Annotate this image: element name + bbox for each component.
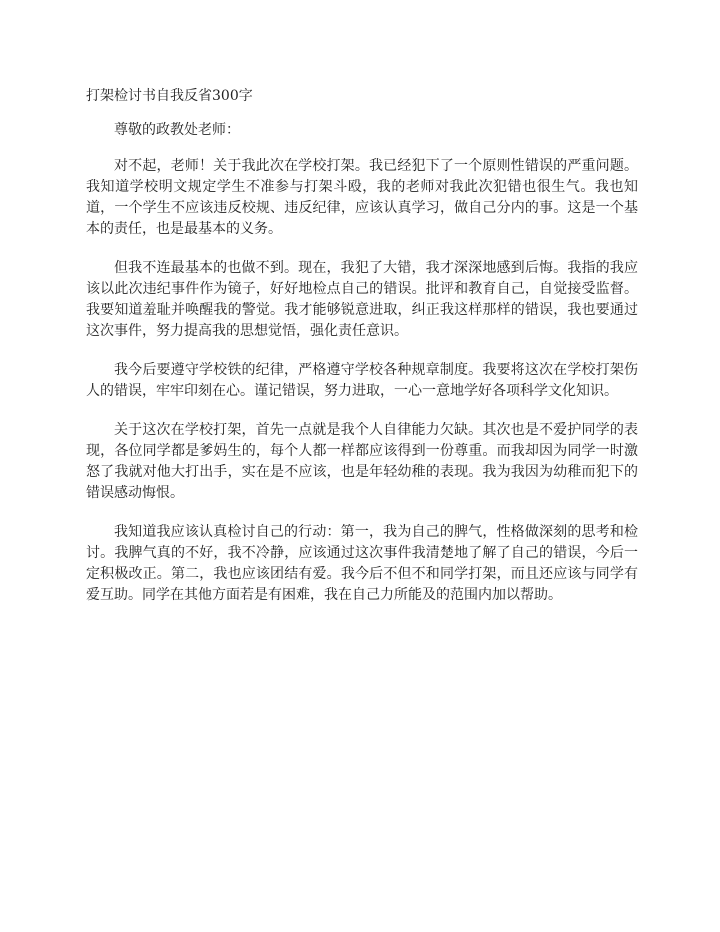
body-paragraph: 但我不连最基本的也做不到。现在，我犯了大错，我才深深地感到后悔。我指的我应该以此次违纪事件作为镜子，好好地检点自己的错误。批评和教育自己，自觉接受监督。我要知道羞耻并唤醒我的警觉。我才能够锐意进取，纠正我这样那样的错误，我也要通过这次事件，努力提高我的思想觉悟，强化责任意识。	[86, 260, 638, 339]
document-title: 打架检讨书自我反省300字	[86, 88, 253, 104]
body-paragraph: 对不起，老师！关于我此次在学校打架。我已经犯下了一个原则性错误的严重问题。我知道学校明文规定学生不准参与打架斗殴，我的老师对我此次犯错也很生气。我也知道，一个学生不应该违反校规、违反纪律，应该认真学习，做自己分内的事。这是一个基本的责任，也是最基本的义务。	[86, 158, 638, 237]
body-paragraph: 我知道我应该认真检讨自己的行动：第一，我为自己的脾气，性格做深刻的思考和检讨。我脾气真的不好，我不冷静，应该通过这次事件我清楚地了解了自己的错误，今后一定积极改正。第二，我也应该团结有爱。我今后不但不和同学打架，而且还应该与同学有爱互助。同学在其他方面若是有困难，我在自己力所能及的范围内加以帮助。	[86, 524, 638, 603]
body-paragraph: 关于这次在学校打架，首先一点就是我个人自律能力欠缺。其次也是不爱护同学的表现，各位同学都是爹妈生的，每个人都一样都应该得到一份尊重。而我却因为同学一时激怒了我就对他大打出手，实在是不应该，也是年轻幼稚的表现。我为我因为幼稚而犯下的错误感动悔恨。	[86, 422, 638, 501]
salutation: 尊敬的政教处老师：	[114, 122, 240, 138]
body-paragraph: 我今后要遵守学校铁的纪律，严格遵守学校各种规章制度。我要将这次在学校打架伤人的错误，牢牢印刻在心。谨记错误，努力进取，一心一意地学好各项科学文化知识。	[86, 362, 638, 399]
